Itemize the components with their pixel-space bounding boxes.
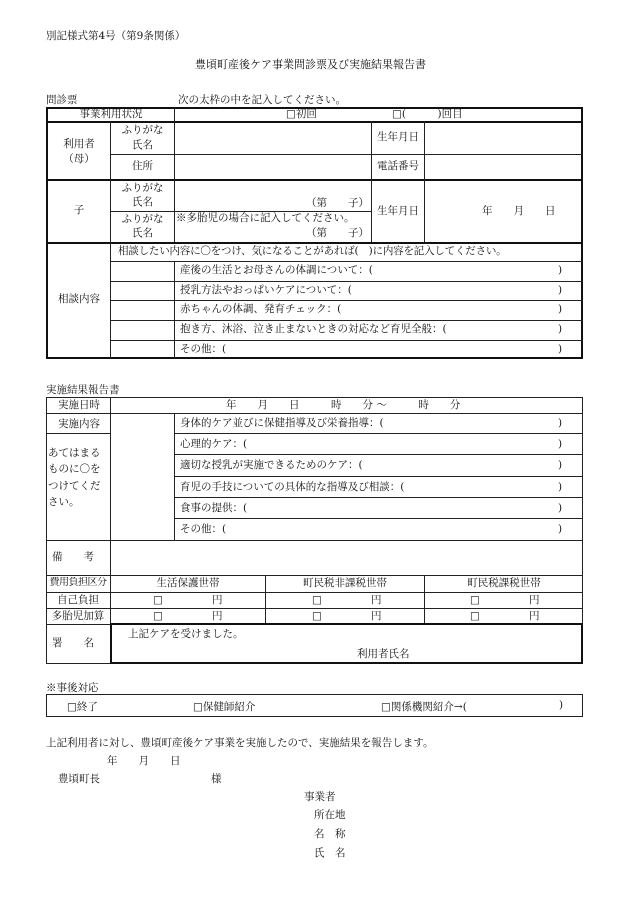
followup-frame bbox=[46, 694, 583, 717]
fee-col-taxable: 町民税課税世帯 bbox=[467, 577, 541, 589]
user-name-field[interactable] bbox=[174, 122, 370, 154]
self-pay-label: 自己負担 bbox=[57, 594, 99, 606]
consult-item-postpartum[interactable]: 産後の生活とお母さんの体調について：( bbox=[180, 264, 373, 276]
usage-first-checkbox[interactable]: □初回 bbox=[286, 108, 317, 120]
report-date-label: 実施日時 bbox=[58, 399, 100, 411]
consult-item-breastfeeding[interactable]: 授乳方法やおっぱいケアについて：( bbox=[180, 284, 352, 296]
close-paren: ) bbox=[558, 303, 563, 315]
yen-unit: 円 bbox=[212, 610, 223, 622]
report-statement: 上記利用者に対し、豊頃町産後ケア事業を実施したので、実施結果を報告します。 bbox=[46, 737, 434, 749]
consult-item-other[interactable]: その他：( bbox=[180, 343, 227, 355]
close-paren: ) bbox=[558, 502, 563, 514]
close-paren: ) bbox=[558, 323, 563, 335]
mayor-addressee: 豊頃町長 bbox=[58, 773, 100, 785]
signature-label: 署 名 bbox=[52, 637, 94, 649]
report-date[interactable]: 年 月 日 bbox=[107, 755, 181, 767]
close-paren: ) bbox=[558, 343, 563, 355]
yen-unit: 円 bbox=[529, 610, 540, 622]
operator-name-label[interactable]: 名 称 bbox=[314, 828, 346, 840]
consult-label: 相談内容 bbox=[58, 293, 100, 305]
usage-label: 事業利用状況 bbox=[79, 108, 143, 120]
user-furigana-label: ふりがな bbox=[121, 124, 164, 136]
usage-times-checkbox[interactable]: □( )回目 bbox=[392, 108, 463, 120]
signature-user-name-label[interactable]: 利用者氏名 bbox=[357, 648, 410, 660]
multi-taxable-checkbox[interactable]: □ bbox=[470, 610, 480, 622]
user-address-field[interactable] bbox=[175, 155, 370, 179]
fee-col-non-taxable: 町民税非課税世帯 bbox=[303, 577, 387, 589]
close-paren: ) bbox=[558, 284, 563, 296]
content-label: 実施内容 bbox=[58, 418, 100, 430]
child1-order: （第 子） bbox=[306, 197, 369, 209]
multi-welfare-checkbox[interactable]: □ bbox=[153, 610, 163, 622]
user-mother-label: 利用者 （母） bbox=[63, 138, 95, 166]
close-paren: ) bbox=[558, 438, 563, 450]
child2-order: （第 子） bbox=[306, 227, 369, 239]
close-paren: ) bbox=[559, 699, 564, 711]
consult-item-childcare[interactable]: 抱き方、沐浴、泣き止まないときの対応など育児全般：( bbox=[180, 323, 447, 335]
content-note: あてはまるものに〇をつけてください。 bbox=[48, 447, 101, 508]
followup-end-checkbox[interactable]: □終了 bbox=[67, 701, 98, 713]
yen-unit: 円 bbox=[212, 594, 223, 606]
yen-unit: 円 bbox=[371, 610, 382, 622]
child-birth-value: 年 月 日 bbox=[482, 205, 556, 217]
yen-unit: 円 bbox=[529, 594, 540, 606]
multi-nontax-checkbox[interactable]: □ bbox=[312, 610, 322, 622]
close-paren: ) bbox=[558, 459, 563, 471]
honorific-sama: 様 bbox=[211, 773, 222, 785]
fee-category-label: 費用負担区分 bbox=[49, 577, 107, 588]
close-paren: ) bbox=[558, 481, 563, 493]
content-item-psych-care[interactable]: 心理的ケア：( bbox=[180, 438, 248, 450]
user-name-label: 氏名 bbox=[132, 139, 153, 151]
form-number: 別記様式第4号（第9条関係） bbox=[46, 30, 186, 42]
followup-agency-checkbox[interactable]: □関係機関紹介→( bbox=[381, 701, 467, 713]
content-item-other[interactable]: その他：( bbox=[180, 523, 227, 535]
operator-label: 事業者 bbox=[304, 791, 336, 803]
report-section-label: 実施結果報告書 bbox=[46, 384, 120, 396]
child1-name-label: 氏名 bbox=[132, 196, 153, 208]
signature-statement: 上記ケアを受けました。 bbox=[128, 628, 244, 640]
self-pay-taxable-checkbox[interactable]: □ bbox=[470, 594, 480, 606]
report-date-value[interactable]: 年 月 日 時 分 ～ 時 分 bbox=[226, 399, 461, 411]
consult-item-baby-health[interactable]: 赤ちゃんの体調、発育チェック：( bbox=[180, 303, 342, 315]
child2-name-label: 氏名 bbox=[132, 227, 153, 239]
consult-instruction: 相談したい内容に〇をつけ、気になることがあれば( )に内容を記入してください。 bbox=[118, 245, 507, 257]
questionnaire-section-label: 問診票 bbox=[46, 94, 78, 106]
user-phone-field[interactable] bbox=[425, 155, 582, 179]
self-pay-welfare-checkbox[interactable]: □ bbox=[153, 594, 163, 606]
user-birth-field[interactable] bbox=[425, 122, 582, 154]
content-item-meal[interactable]: 食事の提供：( bbox=[180, 502, 248, 514]
user-address-label: 住所 bbox=[132, 160, 153, 172]
content-item-physical-care[interactable]: 身体的ケア並びに保健指導及び栄養指導：( bbox=[180, 417, 384, 429]
followup-label: ※事後対応 bbox=[46, 682, 99, 694]
close-paren: ) bbox=[558, 264, 563, 276]
page-title: 豊頃町産後ケア事業問診票及び実施結果報告書 bbox=[195, 58, 426, 71]
child2-furigana-label: ふりがな bbox=[121, 213, 164, 225]
child-label: 子 bbox=[73, 204, 85, 216]
twins-note: ※多胎児の場合に記入してください。 bbox=[176, 212, 355, 224]
close-paren: ) bbox=[558, 523, 563, 535]
user-phone-label: 電話番号 bbox=[377, 160, 419, 172]
followup-nurse-checkbox[interactable]: □保健師紹介 bbox=[193, 701, 256, 713]
multi-birth-label: 多胎児加算 bbox=[51, 610, 105, 622]
questionnaire-instruction: 次の太枠の中を記入してください。 bbox=[178, 94, 346, 106]
close-paren: ) bbox=[558, 417, 563, 429]
self-pay-nontax-checkbox[interactable]: □ bbox=[312, 594, 322, 606]
user-birth-label: 生年月日 bbox=[377, 131, 419, 143]
content-item-breastfeeding-care[interactable]: 適切な授乳が実施できるためのケア：( bbox=[180, 459, 363, 471]
child1-furigana-label: ふりがな bbox=[121, 182, 164, 194]
content-item-childcare-guidance[interactable]: 育児の手技についての具体的な指導及び相談：( bbox=[180, 481, 405, 493]
fee-col-welfare: 生活保護世帯 bbox=[156, 577, 220, 589]
yen-unit: 円 bbox=[371, 594, 382, 606]
operator-location-label[interactable]: 所在地 bbox=[314, 809, 346, 821]
remarks-field[interactable] bbox=[111, 541, 582, 575]
operator-person-label[interactable]: 氏 名 bbox=[314, 847, 346, 859]
remarks-label: 備 考 bbox=[52, 551, 94, 563]
child-birth-label: 生年月日 bbox=[377, 205, 419, 217]
